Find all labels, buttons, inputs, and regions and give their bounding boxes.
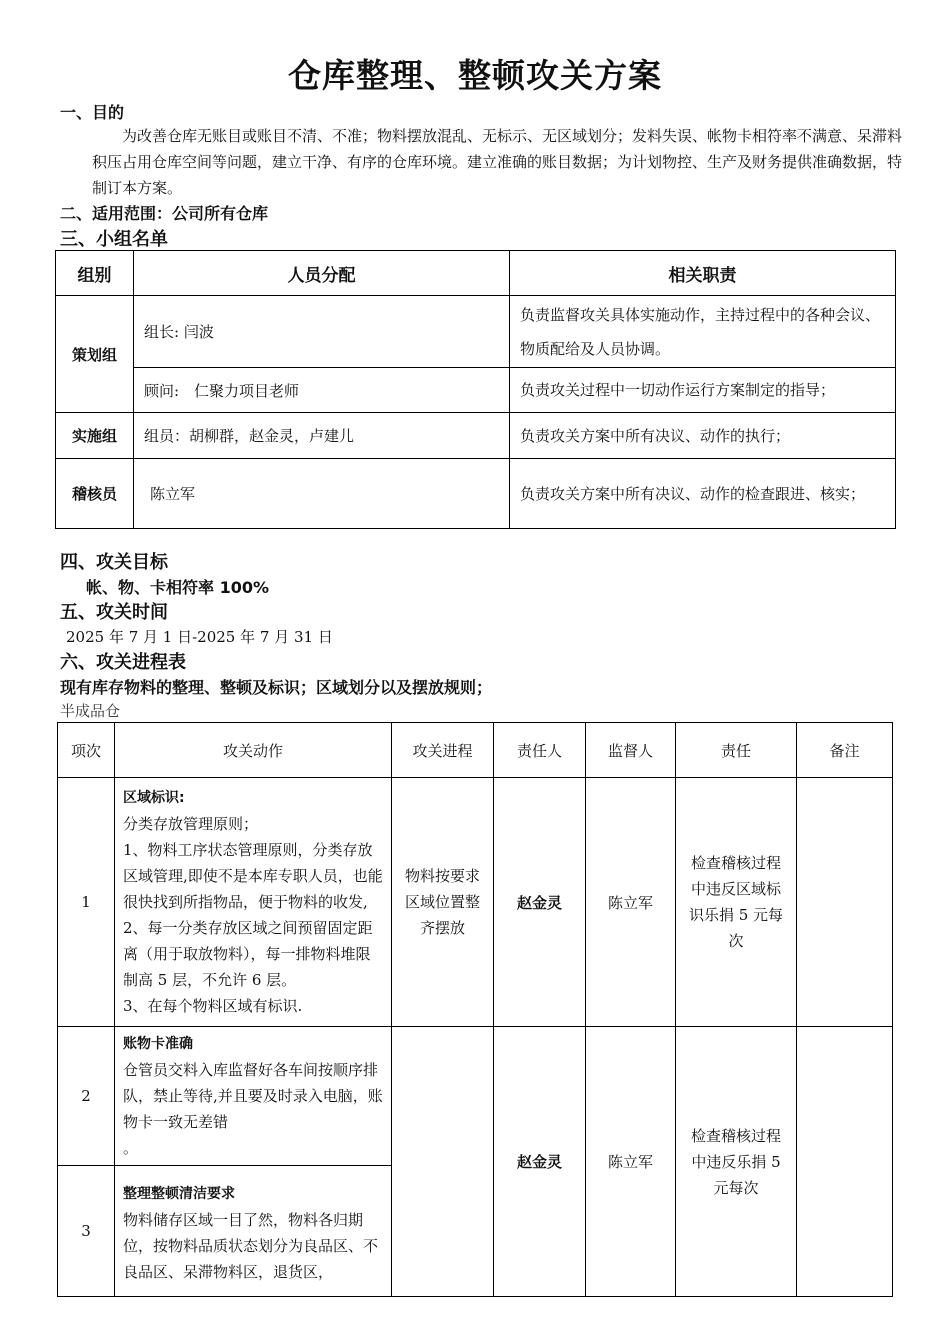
time-heading: 五、攻关时间 xyxy=(60,602,168,623)
team-duty: 负责攻关方案中所有决议、动作的执行； xyxy=(510,413,896,459)
time-text: 2025 年 7 月 1 日-2025 年 7 月 31 日 xyxy=(66,628,333,646)
team-header-group: 组别 xyxy=(56,251,134,296)
progress-subheading: 现有库存物料的整理、整顿及标识；区域划分以及摆放规则； xyxy=(60,678,493,697)
action-title: 区域标识: xyxy=(123,790,185,806)
team-row xyxy=(56,459,896,529)
action-line: 1、物料工序状态管理原则，分类存放区域管理,即使不是本库专职人员，也能很快找到所指物品，便于物料的收发, xyxy=(123,841,383,911)
progress-row-owner: 赵金灵 xyxy=(494,1027,586,1297)
progress-row-responsibility: 检查稽核过程中违反区域标识乐捐 5 元每次 xyxy=(676,778,797,1027)
progress-header-progress: 攻关进程 xyxy=(392,723,494,778)
progress-row-action xyxy=(115,778,392,1027)
target-text: 帐、物、卡相符率 100% xyxy=(86,578,270,597)
progress-row-action xyxy=(115,1027,392,1166)
action-line: 3、在每个物料区域有标识. xyxy=(123,997,303,1015)
purpose-heading: 一、目的 xyxy=(60,103,125,122)
target-heading: 四、攻关目标 xyxy=(60,552,168,573)
progress-header-no: 项次 xyxy=(58,723,115,778)
progress-header-supervisor: 监督人 xyxy=(586,723,676,778)
progress-row-no: 1 xyxy=(58,778,115,1027)
action-line: 。 xyxy=(123,1139,139,1157)
team-table xyxy=(55,250,896,529)
team-header-people: 人员分配 xyxy=(134,251,510,296)
action-line: 分类存放管理原则； xyxy=(123,815,259,833)
team-duty: 负责攻关方案中所有决议、动作的检查跟进、核实； xyxy=(510,459,896,529)
progress-row-progress: 物料按要求区域位置整齐摆放 xyxy=(392,778,494,1027)
progress-row-no: 3 xyxy=(58,1166,115,1297)
action-title: 整理整顿清洁要求 xyxy=(123,1186,235,1202)
team-header-row xyxy=(56,251,896,296)
progress-row-no: 2 xyxy=(58,1027,115,1166)
team-heading: 三、小组名单 xyxy=(60,229,168,250)
team-duty: 负责攻关过程中一切动作运行方案制定的指导； xyxy=(510,368,896,413)
team-group-audit: 稽核员 xyxy=(56,459,134,529)
purpose-text: 为改善仓库无账目或账目不清、不准；物料摆放混乱、无标示、无区域划分；发料失误、帐物卡相符率不满意、呆滞料积压占用仓库空间等问题，建立干净、有序的仓库环境。建立准确的账目数据；为计划物控、生产及财务提供准确数据，特制订本方案。 xyxy=(92,127,903,197)
team-row xyxy=(56,413,896,459)
team-people: 组员：胡柳群，赵金灵，卢建儿 xyxy=(134,413,510,459)
team-row xyxy=(56,368,896,413)
page-title: 仓库整理、整顿攻关方案 xyxy=(288,56,662,95)
progress-header-responsibility: 责任 xyxy=(676,723,797,778)
progress-header-owner: 责任人 xyxy=(494,723,586,778)
team-people: 陈立军 xyxy=(134,459,510,529)
action-line: 2、每一分类存放区域之间预留固定距离（用于取放物料），每一排物料堆限制高 5 层，不允许 6 层。 xyxy=(123,919,373,989)
progress-row-responsibility: 检查稽核过程中违反乐捐 5 元每次 xyxy=(676,1027,797,1297)
progress-row-action xyxy=(115,1166,392,1297)
scope-heading: 二、适用范围：公司所有仓库 xyxy=(60,204,269,223)
team-people: 组长: 闫波 xyxy=(134,296,510,368)
team-group-planning: 策划组 xyxy=(56,296,134,413)
progress-table xyxy=(57,722,893,1297)
progress-row-owner: 赵金灵 xyxy=(494,778,586,1027)
progress-heading: 六、攻关进程表 xyxy=(60,652,186,673)
team-header-duty: 相关职责 xyxy=(510,251,896,296)
progress-header-action: 攻关动作 xyxy=(115,723,392,778)
progress-row-supervisor: 陈立军 xyxy=(586,778,676,1027)
progress-row xyxy=(58,778,893,1027)
warehouse-label: 半成品仓 xyxy=(60,702,121,720)
team-people: 顾问: 仁聚力项目老师 xyxy=(134,368,510,413)
progress-row-note xyxy=(797,778,893,1027)
action-title: 账物卡准确 xyxy=(123,1036,193,1052)
team-row xyxy=(56,296,896,368)
progress-header-row xyxy=(58,723,893,778)
team-duty: 负责监督攻关具体实施动作，主持过程中的各种会议、物质配给及人员协调。 xyxy=(510,296,896,368)
purpose-paragraph xyxy=(92,123,910,201)
action-line: 物料储存区域一目了然，物料各归期位，按物料品质状态划分为良品区、不良品区、呆滞物料区，退货区， xyxy=(123,1211,379,1281)
progress-row xyxy=(58,1027,893,1166)
progress-row-supervisor: 陈立军 xyxy=(586,1027,676,1297)
progress-row-progress xyxy=(392,1027,494,1297)
team-group-implementation: 实施组 xyxy=(56,413,134,459)
progress-row-note xyxy=(797,1027,893,1297)
action-line: 仓管员交料入库监督好各车间按顺序排队，禁止等待,并且要及时录入电脑，账物卡一致无差错 xyxy=(123,1061,383,1131)
progress-header-note: 备注 xyxy=(797,723,893,778)
